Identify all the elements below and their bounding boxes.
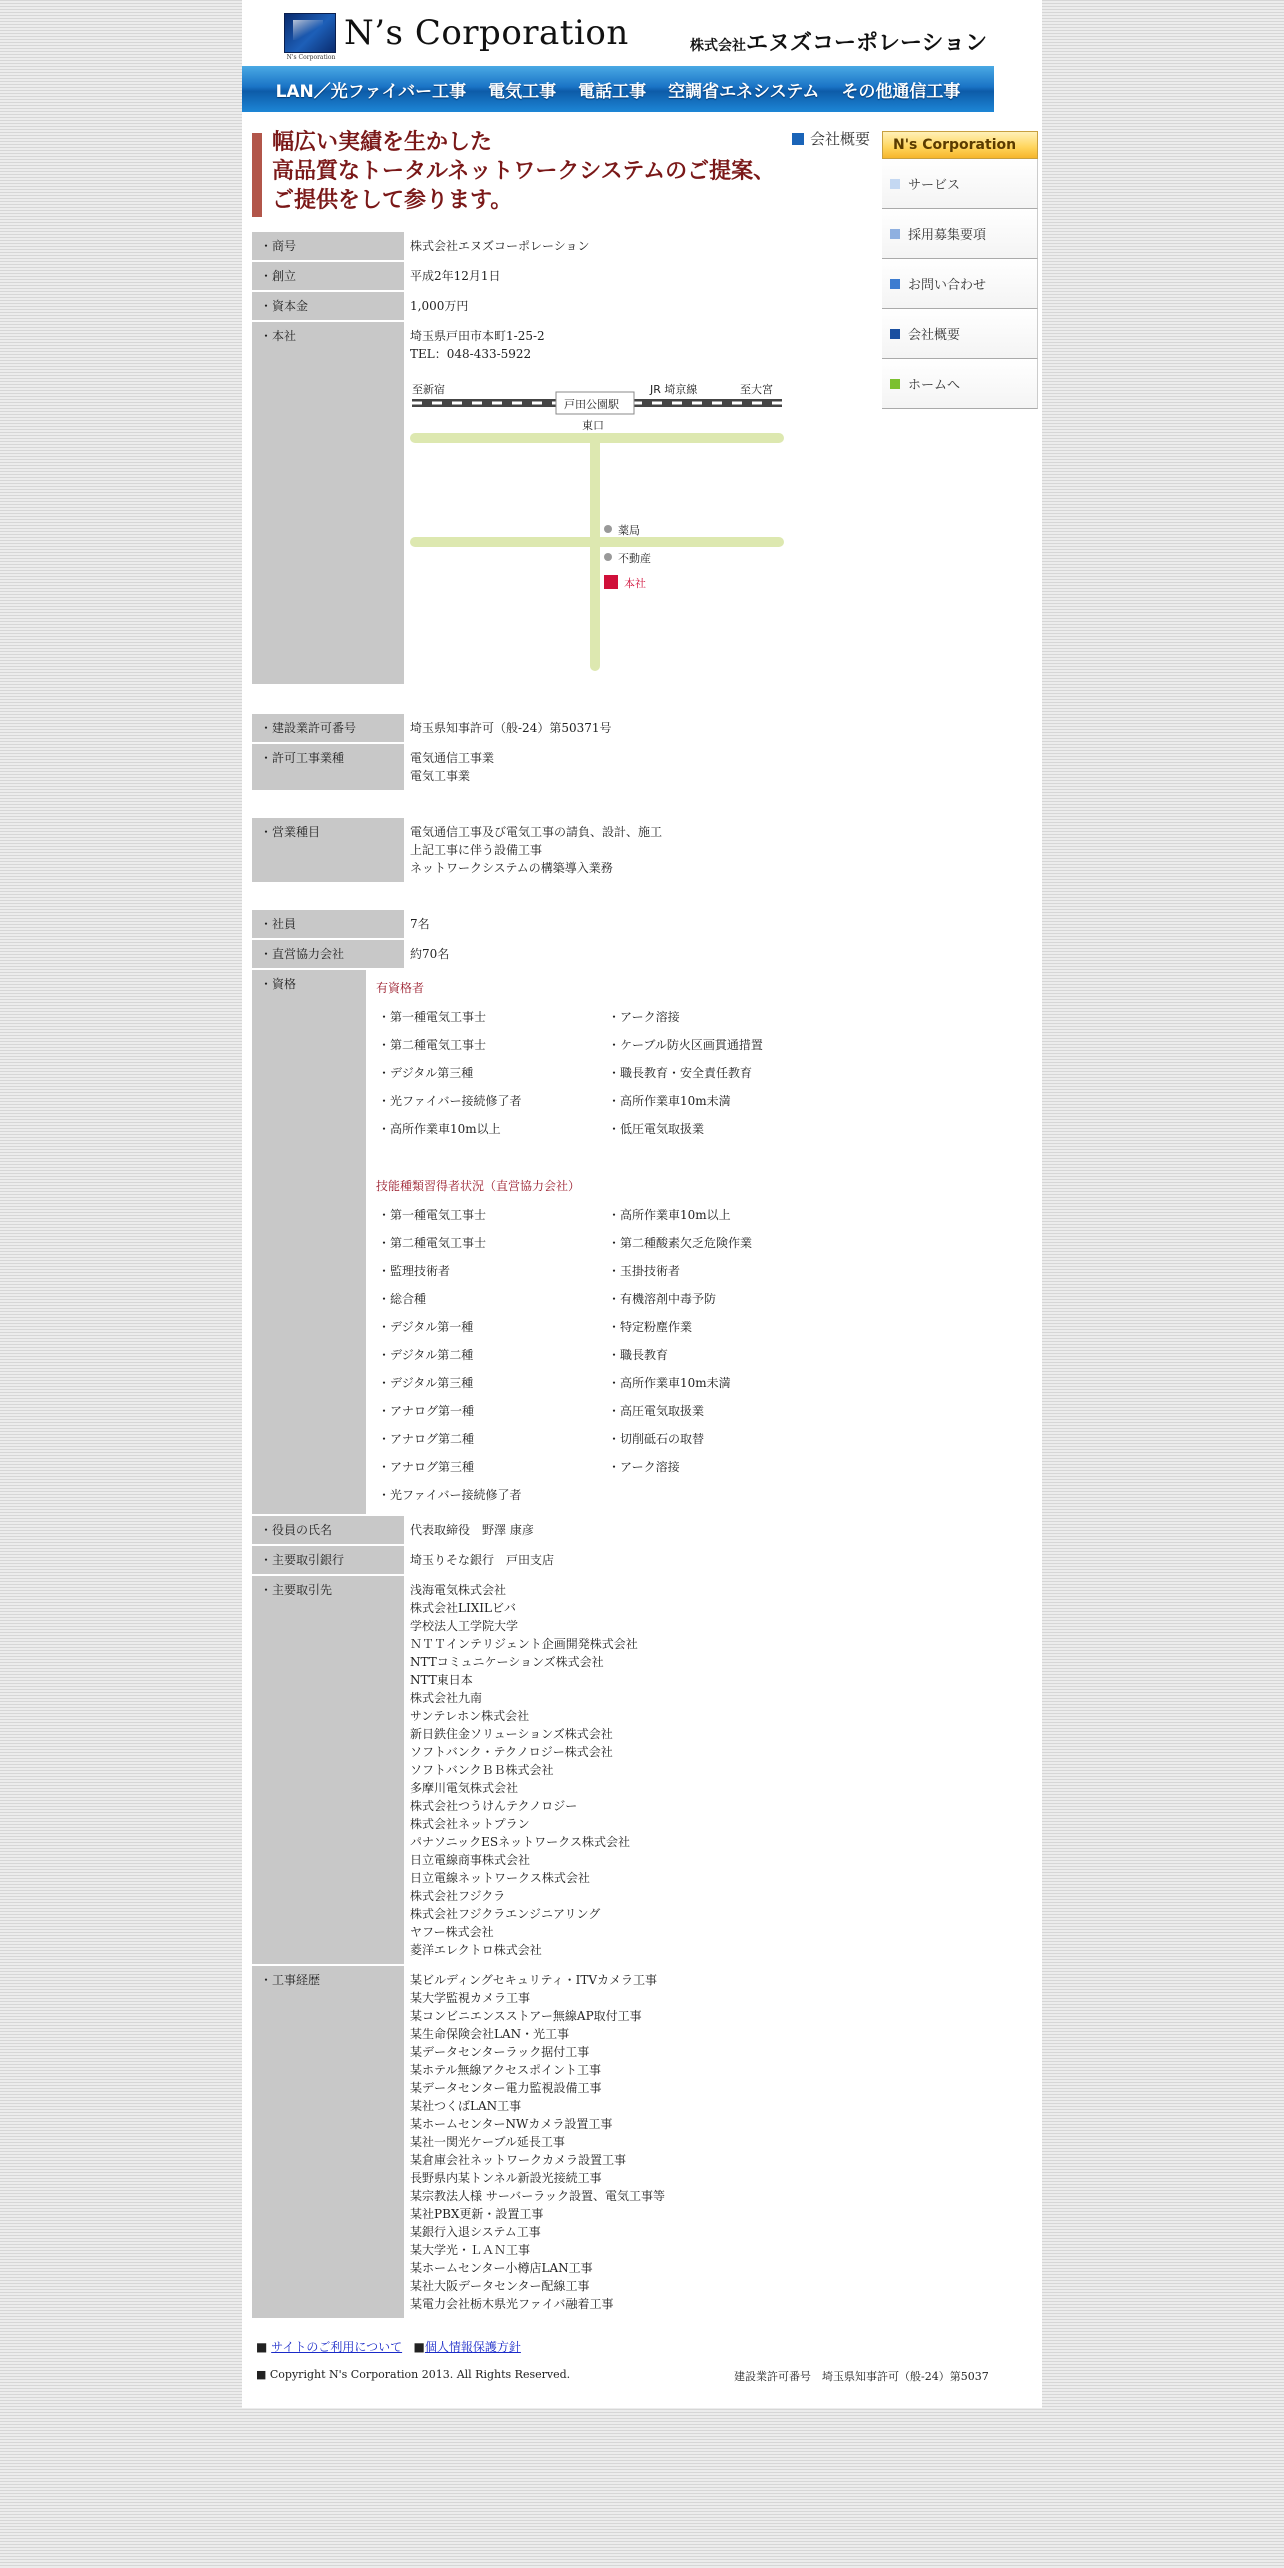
table-row xyxy=(252,262,832,290)
pharmacy-marker-icon xyxy=(604,525,612,533)
table-row xyxy=(252,744,832,790)
qualification-item: ・光ファイバー接続修了者 xyxy=(378,1488,522,1502)
sidebar-item-contact[interactable] xyxy=(882,259,1038,309)
company-name: エヌズコーポレーション xyxy=(746,31,988,56)
qualification-group-title: 技能種類習得者状況（直営協力会社） xyxy=(376,1179,581,1193)
list-item: 菱洋エレクトロ株式会社 xyxy=(410,1943,542,1957)
headline-line-1: 幅広い実績を生かした xyxy=(272,129,493,155)
list-item: 某ホテル無線アクセスポイント工事 xyxy=(410,2063,602,2077)
list-item: 某生命保険会社LAN・光工事 xyxy=(410,2027,570,2041)
qualification-item: ・第二種電気工事士 xyxy=(378,1236,487,1250)
row-value: 代表取締役 野澤 康彦 xyxy=(410,1523,534,1537)
row-value: 埼玉りそな銀行 戸田支店 xyxy=(410,1553,555,1567)
nav-lan-fiber[interactable]: LAN／光ファイバー工事 xyxy=(275,81,467,102)
map-label-station: 戸田公園駅 xyxy=(564,398,619,411)
row-label: ・資格 xyxy=(252,970,366,1514)
table-row xyxy=(252,970,832,1514)
qualification-item: ・デジタル第三種 xyxy=(378,1376,474,1390)
table-row xyxy=(252,1576,832,1964)
list-item: パナソニックESネットワークス株式会社 xyxy=(410,1835,631,1849)
company-info-table xyxy=(252,232,832,686)
row-value xyxy=(404,744,832,790)
row-value: 1,000万円 xyxy=(410,299,469,313)
sidebar-item-label: 会社概要 xyxy=(908,328,961,343)
logo-mark-icon xyxy=(284,13,336,61)
qualification-item: ・アナログ第二種 xyxy=(378,1432,475,1446)
list-item: 学校法人工学院大学 xyxy=(410,1619,519,1633)
address: 埼玉県戸田市本町1-25-2 xyxy=(410,329,545,343)
qualification-item: ・ケーブル防火区画貫通措置 xyxy=(608,1038,763,1052)
row-label: ・役員の氏名 xyxy=(252,1516,404,1544)
list-item: 某データセンターラック据付工事 xyxy=(410,2045,590,2059)
list-item: サンテレホン株式会社 xyxy=(410,1709,530,1723)
qualification-list xyxy=(372,1003,832,1143)
row-label: ・直営協力会社 xyxy=(252,940,404,968)
company-name-jp xyxy=(690,26,987,57)
square-bullet-icon xyxy=(890,379,900,389)
table-row xyxy=(252,1546,832,1574)
qualification-item: ・低圧電気取扱業 xyxy=(608,1122,705,1136)
main-nav xyxy=(242,66,994,112)
works-info-table xyxy=(252,1966,832,2320)
license-info-table xyxy=(252,714,832,792)
row-label: ・主要取引銀行 xyxy=(252,1546,404,1574)
row-label: ・創立 xyxy=(252,262,404,290)
table-row xyxy=(252,940,832,968)
qualification-item xyxy=(602,1481,832,1509)
list-item: 日立電線ネットワークス株式会社 xyxy=(410,1871,590,1885)
row-label: ・本社 xyxy=(252,322,404,684)
map-label-line: JR 埼京線 xyxy=(650,383,698,396)
list-item: 某宗教法人様 サーバーラック設置、電気工事等 xyxy=(410,2189,665,2203)
value-line: 上記工事に伴う設備工事 xyxy=(410,843,543,857)
sidebar-item-company[interactable] xyxy=(882,309,1038,359)
list-item: 株式会社ネットプラン xyxy=(410,1817,530,1831)
list-item: ＮＴＴインテリジェント企画開発株式会社 xyxy=(410,1637,638,1651)
qualification-item: ・アーク溶接 xyxy=(608,1460,680,1474)
nav-hvac-energy[interactable]: 空調省エネシステム xyxy=(668,81,820,102)
qualification-item: ・高所作業車10m未満 xyxy=(608,1094,731,1108)
map-label-east-exit: 東口 xyxy=(582,419,604,432)
list-item: 某ホームセンター小樽店LAN工事 xyxy=(410,2261,593,2275)
list-item: 株式会社九南 xyxy=(410,1691,483,1705)
list-item: 某大学監視カメラ工事 xyxy=(410,1991,531,2005)
row-label: ・主要取引先 xyxy=(252,1576,404,1964)
sidebar-item-recruit[interactable] xyxy=(882,209,1038,259)
logo-subtext: N's Corporation xyxy=(286,54,336,61)
list-item: 某銀行入退システム工事 xyxy=(410,2225,541,2239)
headline-line-3: ご提供をして参ります。 xyxy=(272,187,513,213)
list-item: 株式会社フジクラ xyxy=(410,1889,506,1903)
qualification-item: ・第二種酸素欠乏危険作業 xyxy=(608,1236,753,1250)
list-item: 某社大阪データセンター配線工事 xyxy=(410,2279,590,2293)
table-row xyxy=(252,232,832,260)
square-bullet-icon: ■ xyxy=(256,2340,268,2354)
square-bullet-icon xyxy=(792,133,804,145)
list-item: 某ビルディングセキュリティ・ITVカメラ工事 xyxy=(410,1973,658,1987)
list-item: 浅海電気株式会社 xyxy=(410,1583,507,1597)
square-bullet-icon: ■ xyxy=(413,2340,425,2354)
list-item: 多摩川電気株式会社 xyxy=(410,1781,519,1795)
copyright: ■ Copyright N's Corporation 2013. All Rights Reserved. xyxy=(256,2368,571,2381)
value-line: 電気通信工事及び電気工事の請負、設計、施工 xyxy=(410,825,663,839)
row-label: ・商号 xyxy=(252,232,404,260)
qualification-item: ・アナログ第一種 xyxy=(378,1404,475,1418)
qualification-item: ・玉掛技術者 xyxy=(608,1264,681,1278)
qualification-item: ・高所作業車10m以上 xyxy=(378,1122,501,1136)
site-terms-link[interactable]: サイトのご利用について xyxy=(271,2340,403,2354)
list-item: 某社つくばLAN工事 xyxy=(410,2099,522,2113)
qualification-item: ・切削砥石の取替 xyxy=(608,1432,705,1446)
square-bullet-icon xyxy=(890,229,900,239)
value-line: ネットワークシステムの構築導入業務 xyxy=(410,861,613,875)
access-map xyxy=(410,381,790,681)
list-item: 株式会社LIXILビバ xyxy=(410,1601,516,1615)
qualification-item: ・高所作業車10m以上 xyxy=(608,1208,731,1222)
business-info-table xyxy=(252,818,832,884)
headline-line-2: 高品質なトータルネットワークシステムのご提案、 xyxy=(272,158,776,184)
hq-marker-icon xyxy=(604,575,618,589)
qualification-item: ・デジタル第三種 xyxy=(378,1066,474,1080)
list-item: 某データセンター電力監視設備工事 xyxy=(410,2081,602,2095)
row-value: 約70名 xyxy=(410,947,450,961)
list-item: 某社一関光ケーブル延長工事 xyxy=(410,2135,565,2149)
list-item: 新日鉄住金ソリューションズ株式会社 xyxy=(410,1727,613,1741)
list-item: 某コンビニエンスストアー無線AP取付工事 xyxy=(410,2009,642,2023)
qualification-item: ・アナログ第三種 xyxy=(378,1460,475,1474)
list-item: 某倉庫会社ネットワークカメラ設置工事 xyxy=(410,2153,627,2167)
value-line: 電気通信工事業 xyxy=(410,751,495,765)
square-bullet-icon xyxy=(890,179,900,189)
row-label: ・許可工事業種 xyxy=(252,744,404,790)
row-value xyxy=(404,322,832,684)
row-value: 埼玉県知事許可（般-24）第50371号 xyxy=(410,721,612,735)
privacy-policy-link[interactable]: 個人情報保護方針 xyxy=(424,2340,521,2354)
list-item: 長野県内某トンネル新設光接続工事 xyxy=(410,2171,602,2185)
list-item: ソフトバンクＢＢ株式会社 xyxy=(410,1763,554,1777)
list-item: 某大学光・ＬＡＮ工事 xyxy=(410,2243,531,2257)
row-value xyxy=(404,1576,832,1964)
qualification-item: ・第二種電気工事士 xyxy=(378,1038,487,1052)
phone: TEL：048-433-5922 xyxy=(410,347,532,361)
square-bullet-icon xyxy=(890,279,900,289)
map-label-omiya: 至大宮 xyxy=(740,383,773,396)
sidebar-item-service[interactable] xyxy=(882,159,1038,209)
list-item: 某ホームセンターNWカメラ設置工事 xyxy=(410,2117,613,2131)
sidebar xyxy=(882,131,1038,409)
square-bullet-icon xyxy=(890,329,900,339)
map-label-realestate: 不動産 xyxy=(618,552,651,565)
qualification-item: ・デジタル第一種 xyxy=(378,1320,474,1334)
logo-text: N’s Corporation xyxy=(344,13,629,53)
sidebar-title: N's Corporation xyxy=(882,131,1038,159)
qualification-item: ・有機溶剤中毒予防 xyxy=(608,1292,717,1306)
staff-info-table xyxy=(252,910,832,1966)
qualification-item: ・第一種電気工事士 xyxy=(378,1010,487,1024)
qualification-item: ・監理技術者 xyxy=(378,1264,451,1278)
row-label: ・建設業許可番号 xyxy=(252,714,404,742)
section-title xyxy=(792,128,870,149)
road-vertical xyxy=(590,437,600,671)
list-item: 株式会社フジクラエンジニアリング xyxy=(410,1907,601,1921)
row-label: ・工事経歴 xyxy=(252,1966,404,2318)
nav-electrical[interactable]: 電気工事 xyxy=(488,81,557,102)
table-row xyxy=(252,818,832,882)
sidebar-item-home[interactable] xyxy=(882,359,1038,409)
nav-other-telecom[interactable]: その他通信工事 xyxy=(841,81,961,102)
map-label-pharmacy: 薬局 xyxy=(618,524,640,537)
company-prefix: 株式会社 xyxy=(690,38,746,54)
section-title-text: 会社概要 xyxy=(810,130,871,148)
row-label: ・営業種目 xyxy=(252,818,404,882)
qualification-item: ・高圧電気取扱業 xyxy=(608,1404,705,1418)
site-logo[interactable] xyxy=(284,12,629,61)
sidebar-item-label: サービス xyxy=(908,178,961,193)
table-row xyxy=(252,322,832,684)
list-item: NTT東日本 xyxy=(410,1673,473,1687)
headline-accent-bar xyxy=(252,133,262,217)
list-item: NTTコミュニケーションズ株式会社 xyxy=(410,1655,604,1669)
license-number: 建設業許可番号 埼玉県知事許可（般-24）第5037 xyxy=(734,2370,989,2383)
value-line: 電気工事業 xyxy=(410,769,471,783)
list-item: ヤフー株式会社 xyxy=(410,1925,494,1939)
page xyxy=(242,0,1042,2408)
row-value xyxy=(404,818,832,882)
qualification-item: ・第一種電気工事士 xyxy=(378,1208,487,1222)
row-value: 平成2年12月1日 xyxy=(410,269,501,283)
table-row xyxy=(252,910,832,938)
list-item: 某社PBX更新・設置工事 xyxy=(410,2207,544,2221)
row-value xyxy=(404,1966,832,2318)
qualification-item: ・職長教育 xyxy=(608,1348,669,1362)
row-value: 7名 xyxy=(410,917,430,931)
table-row xyxy=(252,714,832,742)
nav-telephone[interactable]: 電話工事 xyxy=(578,81,647,102)
qualification-list xyxy=(372,1201,832,1509)
sidebar-item-label: 採用募集要項 xyxy=(908,228,987,243)
table-row xyxy=(252,1516,832,1544)
list-item: 日立電線商事株式会社 xyxy=(410,1853,531,1867)
row-value: 株式会社エヌズコーポレーション xyxy=(410,239,590,253)
sidebar-item-label: ホームへ xyxy=(908,378,961,393)
list-item: ソフトバンク・テクノロジー株式会社 xyxy=(410,1745,613,1759)
row-label: ・資本金 xyxy=(252,292,404,320)
realestate-marker-icon xyxy=(604,553,612,561)
qualification-item: ・特定粉塵作業 xyxy=(608,1320,693,1334)
table-row xyxy=(252,292,832,320)
map-label-shinjuku: 至新宿 xyxy=(412,383,445,396)
map-label-hq: 本社 xyxy=(624,577,646,590)
list-item: 某電力会社栃木県光ファイバ融着工事 xyxy=(410,2297,614,2311)
sidebar-item-label: お問い合わせ xyxy=(908,278,987,293)
table-row xyxy=(252,1966,832,2318)
row-label: ・社員 xyxy=(252,910,404,938)
row-value xyxy=(366,970,832,1514)
footer-links xyxy=(256,2338,521,2355)
list-item: 株式会社つうけんテクノロジー xyxy=(410,1799,578,1813)
headline xyxy=(272,128,775,215)
qualification-item: ・総合種 xyxy=(378,1292,427,1306)
qualification-item: ・高所作業車10m未満 xyxy=(608,1376,731,1390)
qualification-item: ・デジタル第二種 xyxy=(378,1348,474,1362)
qualification-group-title: 有資格者 xyxy=(376,981,425,995)
qualification-item: ・光ファイバー接続修了者 xyxy=(378,1094,522,1108)
qualification-item: ・職長教育・安全責任教育 xyxy=(608,1066,753,1080)
qualification-item: ・アーク溶接 xyxy=(608,1010,680,1024)
